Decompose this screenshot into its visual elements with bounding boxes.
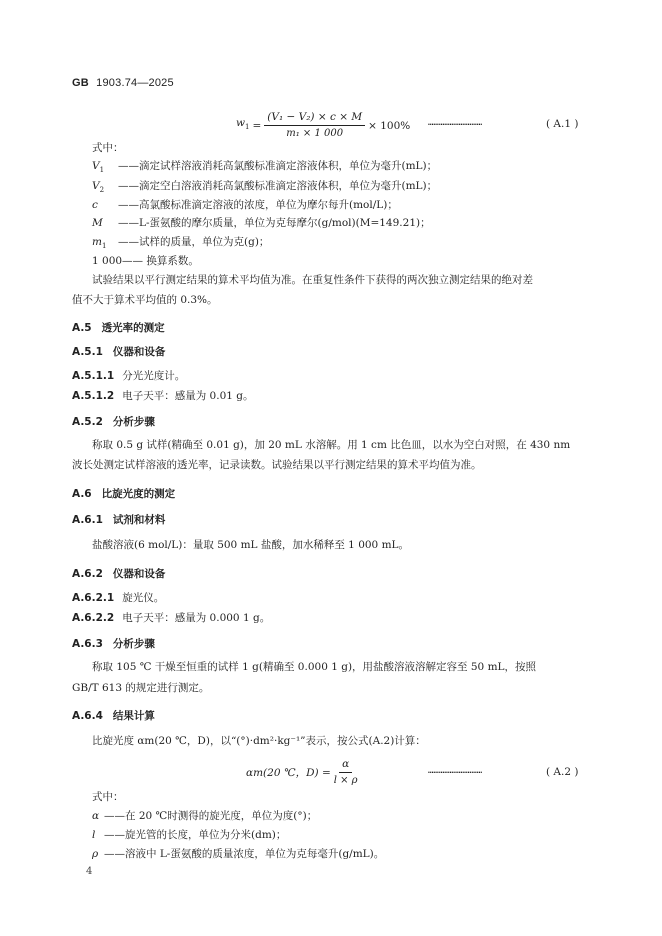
- eq-a1-denominator: m₁ × 1 000: [286, 128, 344, 139]
- where-item-m1: $m_1$ ——试样的质量，单位为克(g)；: [92, 236, 270, 251]
- where-item-v2: $V_2$ ——滴定空白溶液消耗高氯酸标准滴定溶液体积，单位为毫升(mL)；: [92, 180, 438, 195]
- where-item-rho: ρ ——溶液中 L-蛋氨酸的质量浓度，单位为克每毫升(g/mL)。: [92, 848, 385, 860]
- where-item-m: M ——L-蛋氨酸的摩尔质量，单位为克每摩尔(g/mol)(M=149.21)；: [92, 217, 431, 229]
- clause-a512: A.5.1.2 电子天平：感量为 0.01 g。: [72, 390, 254, 402]
- a52-paragraph-line1: 称取 0.5 g 试样(精确至 0.01 g)，加 20 mL 水溶解。用 1 cm 比色皿，以水为空白对照，在 430 nm: [92, 439, 571, 451]
- equation-a1: [236, 110, 410, 141]
- eq-a2-label: ( A.2 ): [546, 766, 579, 778]
- eq-a2-fraction: [334, 757, 358, 788]
- eq-a1-fraction: [264, 110, 365, 141]
- eq-a2-leader: …………………………: [428, 766, 483, 776]
- eq-a1-label: ( A.1 ): [546, 118, 579, 130]
- page-number: 4: [86, 866, 93, 877]
- section-a52-heading: A.5.2 分析步骤: [72, 416, 155, 428]
- eq-a1-numerator: (V₁ − V₂) × c × M: [264, 110, 365, 126]
- a63-paragraph-line1: 称取 105 ℃ 干燥至恒重的试样 1 g(精确至 0.000 1 g)，用盐酸溶液溶解定容至 50 mL，按照: [92, 661, 537, 673]
- eq-a2-denominator: l × ρ: [333, 775, 358, 786]
- eq-a1-leader: …………………………: [428, 118, 483, 128]
- where-item-conversion: 1 000—— 换算系数。: [92, 255, 199, 267]
- where-intro-a1: 式中：: [92, 142, 124, 154]
- standard-header: [72, 77, 174, 89]
- where-item-c: c ——高氯酸标准滴定溶液的浓度，单位为摩尔每升(mol/L)；: [92, 199, 398, 211]
- a64-paragraph: 比旋光度 αm(20 ℃，D)，以“(°)·dm²·kg⁻¹”表示，按公式(A.2)计算：: [92, 735, 426, 747]
- section-a63-heading: A.6.3 分析步骤: [72, 638, 155, 650]
- where-item-l: l ——旋光管的长度，单位为分米(dm)；: [92, 829, 287, 841]
- standard-number: 1903.74—2025: [96, 77, 174, 89]
- a61-paragraph: 盐酸溶液(6 mol/L)：量取 500 mL 盐酸，加水稀释至 1 000 mL。: [92, 539, 410, 551]
- eq-a1-equals: =: [252, 119, 262, 132]
- where-intro-a2: 式中：: [92, 791, 124, 803]
- section-a51-heading: A.5.1 仪器和设备: [72, 346, 166, 358]
- equation-a2: [246, 757, 358, 788]
- section-a61-heading: A.6.1 试剂和材料: [72, 514, 166, 526]
- clause-a621: A.6.2.1 旋光仪。: [72, 592, 165, 604]
- standard-prefix: GB: [72, 77, 89, 89]
- section-a6-heading: A.6 比旋光度的测定: [72, 488, 176, 500]
- eq-a2-numerator: α: [339, 757, 352, 773]
- section-a62-heading: A.6.2 仪器和设备: [72, 568, 166, 580]
- clause-a622: A.6.2.2 电子天平：感量为 0.000 1 g。: [72, 612, 271, 624]
- a63-paragraph-line2: GB/T 613 的规定进行测定。: [72, 682, 210, 694]
- result-paragraph-line2: 值不大于算术平均值的 0.3%。: [72, 294, 218, 306]
- a52-paragraph-line2: 波长处测定试样溶液的透光率，记录读数。试验结果以平行测定结果的算术平均值为准。: [72, 459, 482, 471]
- result-paragraph-line1: 试验结果以平行测定结果的算术平均值为准。在重复性条件下获得的两次独立测定结果的绝对差: [92, 274, 533, 286]
- where-item-alpha: α ——在 20 ℃时测得的旋光度，单位为度(°)；: [92, 810, 318, 822]
- where-item-v1: $V_1$ ——滴定试样溶液消耗高氯酸标准滴定溶液体积，单位为毫升(mL)；: [92, 160, 438, 175]
- section-a5-heading: A.5 透光率的测定: [72, 322, 165, 334]
- eq-a2-lhs: αm(20 ℃，D) =: [246, 766, 331, 779]
- eq-a1-factor: × 100%: [368, 119, 411, 132]
- section-a64-heading: A.6.4 结果计算: [72, 710, 155, 722]
- eq-a1-lhs: $w_1$: [236, 117, 250, 132]
- clause-a511: A.5.1.1 分光光度计。: [72, 370, 186, 382]
